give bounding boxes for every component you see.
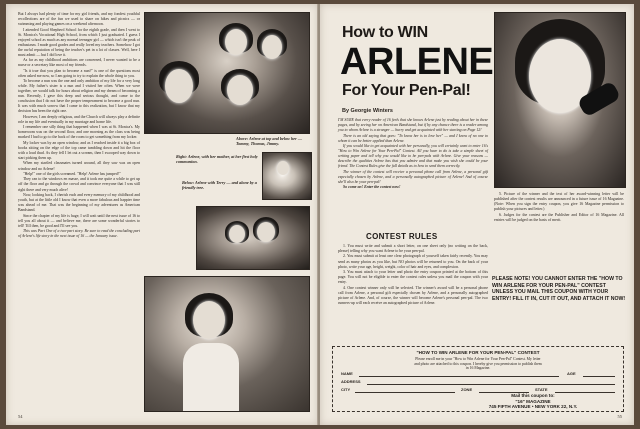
title-for-your-pen-pal: For Your Pen-Pal! [342,82,471,99]
caption-top: Above: Arlene at top and below her — Tommy, Thomas, Jimmy. [236,136,303,147]
paragraph: "Help!" one of the girls screamed. "Help! Arlene has jumped!" [23,171,121,176]
left-page [6,4,318,425]
paragraph: As far as my childhood ambitions are concerned, I never wanted to be a nurse or a secretary like most of my friends. [18,58,140,68]
right-page [320,4,634,425]
paragraph: I remember one silly thing that happened when I was at St. Monica's. My homeroom was on the second floor, and one morning as the class was being marked I had to go to the back of the room to get something from my locker. [18,125,140,140]
photo-arlene-by-tree [144,276,310,412]
paragraph: The winner of the contest will receive a personal phone call from Arlene, a personal gift especially chosen by Arlene, and a personally autographed picture of Arlene! And of course she'll also be your pen-pal! [338,169,488,184]
byline: By Georgie Winters [342,108,393,114]
name-field-line[interactable] [359,376,559,377]
title-how-to-win: How to WIN [342,24,428,41]
paragraph: So come on! Enter the contest now! [343,185,401,190]
coupon-title: "HOW TO WIN ARLENE FOR YOUR PEN-PAL" CONTEST [416,350,540,355]
rule-item: 1. You must write and submit a short letter, on one sheet only (no writing on the back, please) telling why you want Arlene to be your pen-pal. [338,244,488,254]
paragraph: There is an old saying that goes: "To know her is to love her" — and I know of no one to whom it can be better applied than Arlene. [338,133,488,143]
paragraph: Now, looking back, I cherish each and every memory of my childhood and youth, but at the little old I know that even a more fabulous and happier time was ahead of me. That was the beginning of my adventures as American Bandstand. [18,192,140,213]
paragraph: I attended Good Shepherd School for the eighth grade, and then I went to St. Monica's Vocational High School, from which I just graduated. I guess I enjoyed school as much as any normal teenager girl — which isn't the peak of enthusiasm. I made good grades and really loved my teachers. Somehow I got the awful reputation of being the teacher's pet in a lot of classes. Well, here I must admit — but I did love it. [18,27,140,57]
paragraph: To become a nun was the one and only ambition of my life for a very long while. My father's sister is a nun and I visited her often. When we were together, we would talk for hours about religion and my dream of becoming a nun. Recently, I gave this deep and serious thought, and came to the conclusion that I do not have the proper temperament to become a good nun. It was with much sorrow that I came to this realization, but I know that my decision has been the right one. [18,79,140,114]
photo-arlene-with-brothers [144,12,310,134]
left-column-text [18,12,140,240]
address-label: ADDRESS [341,379,361,384]
contest-rules-text [338,244,488,306]
paragraph: This was Part One of a two-part story. Be sure to read the concluding part of Arlene's life story in the next issue of 16 — the January issue. [18,229,140,239]
contest-rules-continued [494,192,624,223]
paragraph: If you would like to get acquainted with her personally, you will certainly want to enter 16's "How to Win Arlene for Your Pen-Pal" Contest. All you have to do is take a simple sheet of writing paper and tell why you would like to be pen-pals with Arlene. Give your reasons — describe the qualities Arlene has that you admire and that make you wish she could be your friend. The Contest Rules give the full details as to how to send them correctly. [338,144,488,169]
paragraph: Since the chapter of my life is huge, I will wait until the next issue of 16 to tell you all about it — and believe me, there are some wonderful stories to tell! Till then, be good and I'll see you. [18,213,140,228]
zone-label: ZONE [461,387,473,392]
paragraph: But I always had plenty of time for my girl friends, and my fondest youthful recollections are of the fun we used to share on hikes and picnics — or swimming and playing games on a weekend afternoon. [18,12,140,27]
intro-text [338,118,488,191]
mail-line-2: "16" MAGAZINE [515,398,551,404]
city-label: CITY [341,387,351,392]
address-field-line[interactable] [367,384,615,385]
rule-item: 6. Judges for the contest are the Publisher and Editor of 16 Magazine. All entries will be judged on the basis of merit. [494,212,624,222]
paragraph: When my startled classmates turned around, all they saw was an open window and no Arlene! [18,161,140,171]
name-label: NAME [341,371,353,376]
paragraph: "Is it true that you plan to become a nun?" is one of the questions most often asked me now, so I am going to try to explain the whole thing to you. [18,68,140,78]
mail-line-3: 745 FIFTH AVENUE • NEW YORK 22, N.Y. [488,404,578,410]
magazine-spread [6,4,634,425]
rule-item: 2. You must submit at least one clear photograph of yourself taken fairly recently. You may send as many photos as you like, but NO photos will be returned to you. On the back of your photo, write your age, height, weight, color of hair and eyes, and complexion. [338,254,488,269]
paragraph: My locker was by an open window, and as I reached inside it a big box of books sitting on the edge of the top came tumbling down and hit the floor with a loud thud. As they fell I let out a scream, then I swooped way down to start picking them up. [18,140,140,161]
rule-item: 5. Picture of the winner and the text of her award-winning letter will be published after the contest results are announced in a future issue of 16 Magazine. (Note: When you sign the entry coupon, you give 16 Magazine permission to publish your pictures and letter.) [494,192,624,212]
age-field-line[interactable] [583,376,615,377]
state-label: STATE [535,387,548,392]
photo-arlene-first-communion [262,152,312,200]
paragraph: I'M SURE that every reader of 16 feels that she knows Arlene just by reading about her in these pages, and by seeing her on American Bandstand, but if by any chance there is a reader among you to whom Arlene is a stranger — hurry and get acquainted with her starting on Page 12! [338,118,488,133]
coupon-body: Please enroll me in your "How to Win Arlene for Your Pen-Pal" Contest. My letter and photo are attached to this coupon. I hereby give you permission to publish them in 16 Magazine. [414,357,542,371]
city-field-line[interactable] [355,392,455,393]
paragraph: They ran to the windows en masse, and it took me quite a while to get up off the floor and go through the crowd and convince everyone that I was still right there and very much alive! [18,177,140,192]
paragraph: However, I am deeply religious, and the Church will always play a definite role in my life and eventually in my marriage and home life. [18,114,140,124]
age-label: AGE [567,371,576,376]
rule-item: 3. You must attach to your letter and photo the entry coupon printed at the bottom of this page. You will not be eligible to enter the contest rules unless you mail the coupon with your entry. [338,270,488,285]
contest-rules-heading: CONTEST RULES [366,232,438,241]
caption-bottom: Below: Arlene with Terry — and alone by a friendly tree. [182,180,257,191]
mailing-address [443,393,623,410]
photo-arlene-with-terry [196,206,310,270]
mail-line-1: Mail this coupon to: [511,393,555,398]
entry-notice: PLEASE NOTE! YOU CANNOT ENTER THE "HOW TO WIN ARLENE FOR YOUR PEN-PAL" CONTEST UNLESS YOU MAIL THIS COUPON WITH YOUR ENTRY! FILL IT IN, CUT IT OUT, AND ATTACH IT NOW! [492,276,626,302]
rule-item: 4. One contest winner only will be selected. The winner's award will be a personal phone call from Arlene, a personal gift especially chosen by Arlene, and a personally autographed picture of Arlene. And, of course, the winner will become Arlene's personal pen-pal. The two runners-up will each receive an autographed picture of Arlene. [338,285,488,305]
caption-mid: Right: Arlene, with her mother, at her first holy communion. [176,154,258,165]
photo-arlene-on-phone [494,12,626,188]
title-arlene: ARLENE [340,41,494,83]
page-number: 54 [18,414,23,419]
page-number: 55 [617,414,622,419]
entry-coupon[interactable] [332,346,624,412]
